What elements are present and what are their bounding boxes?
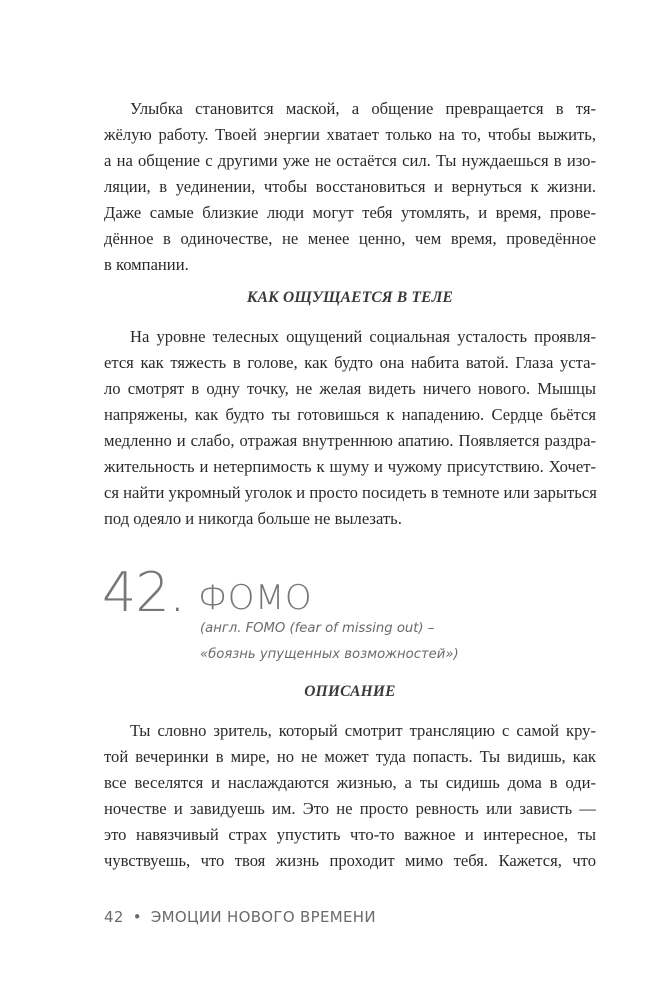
text-line: в компании. xyxy=(104,255,189,274)
subtitle-line: (англ. FOMO (fear of missing out) – xyxy=(200,621,435,636)
text-line: жительность и нетерпимость к шуму и чужому присутствию. Хочет- xyxy=(104,457,596,476)
text-line: под одеяло и никогда больше не вылезать. xyxy=(104,509,402,528)
text-line: ночестве и завидуешь им. Это не просто ревность или зависть — xyxy=(104,799,596,818)
paragraph-fomo-description xyxy=(104,718,596,874)
text-line: дённое в одиночестве, не менее ценно, чем время, проведённое xyxy=(104,229,596,248)
chapter-title: ФОМО xyxy=(198,578,313,618)
text-line: Ты словно зритель, который смотрит трансляцию с самой кру- xyxy=(130,721,596,740)
text-line: все веселятся и наслаждаются жизнью, а ты сидишь дома в оди- xyxy=(104,773,596,792)
text-line: ся найти укромный уголок и просто посидеть в темноте или зарыться xyxy=(104,483,597,502)
section-heading-body: КАК ОЩУЩАЕТСЯ В ТЕЛЕ xyxy=(246,289,454,306)
page-number: 42 xyxy=(104,908,124,926)
text-line: а на общение с другими уже не остаётся сил. Ты нуждаешься в изо- xyxy=(104,151,596,170)
section-heading-description: ОПИСАНИЕ xyxy=(304,683,396,700)
text-line: Улыбка становится маской, а общение превращается в тя- xyxy=(130,99,596,118)
footer-bullet: • xyxy=(132,908,142,926)
subtitle-line: «боязнь упущенных возможностей») xyxy=(200,647,459,662)
text-line: жёлую работу. Твоей энергии хватает только на то, чтобы выжить, xyxy=(104,125,596,144)
paragraph-body-sensations xyxy=(104,324,596,532)
text-line: той вечеринки в мире, но не может туда попасть. Ты видишь, как xyxy=(104,747,596,766)
text-line: это навязчивый страх упустить что-то важное и интересное, ты xyxy=(104,825,596,844)
chapter-number: 42. xyxy=(102,561,185,624)
text-line: чувствуешь, что твоя жизнь проходит мимо тебя. Кажется, что xyxy=(104,851,596,870)
paragraph-social-fatigue xyxy=(104,96,596,278)
text-line: ло смотрят в одну точку, не желая видеть ничего нового. Мышцы xyxy=(104,379,596,398)
text-line: ется как тяжесть в голове, как будто она набита ватой. Глаза уста- xyxy=(104,353,596,372)
running-title: ЭМОЦИИ НОВОГО ВРЕМЕНИ xyxy=(150,908,376,926)
text-line: напряжены, как будто ты готовишься к нападению. Сердце бьётся xyxy=(104,405,596,424)
text-line: ляции, в уединении, чтобы восстановиться и вернуться к жизни. xyxy=(104,177,596,196)
page-footer xyxy=(104,908,376,926)
text-line: Даже самые близкие люди могут тебя утомлять, и время, прове- xyxy=(104,203,596,222)
text-line: медленно и слабо, отражая внутреннюю апатию. Появляется раздра- xyxy=(104,431,596,450)
chapter-subtitle xyxy=(200,616,518,668)
text-line: На уровне телесных ощущений социальная усталость проявля- xyxy=(130,327,596,346)
